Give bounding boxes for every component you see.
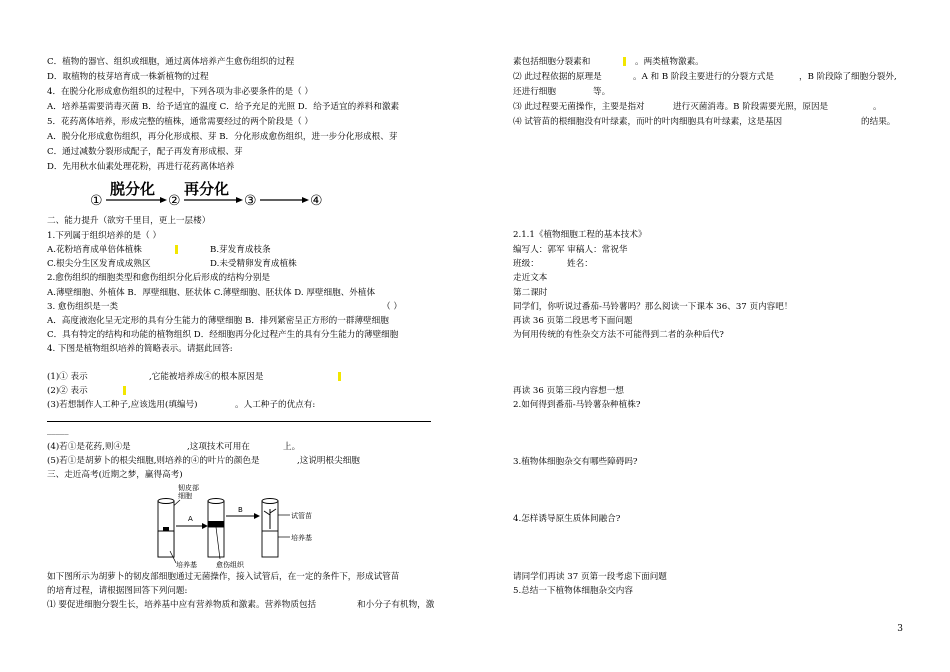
text-line: ⑶ 此过程要无菌操作，主要是指对 xyxy=(513,102,645,112)
text-line: 走近文本 xyxy=(513,273,548,283)
tissue-culture-diagram xyxy=(150,481,340,569)
question: ,这项技术可用在 xyxy=(187,442,250,452)
label-seedling: 试管苗 xyxy=(291,512,312,520)
lesson-title: 2.1.1《植物细胞工程的基本技术》 xyxy=(513,230,647,240)
answer-line xyxy=(47,421,431,422)
option: D.未受精卵发育成植株 xyxy=(210,259,297,269)
text-line: 4．在脱分化形成愈伤组织的过程中，下列各项为非必要条件的是（ ） xyxy=(47,87,314,97)
question: 。人工种子的优点有: xyxy=(235,400,316,410)
question: 5.总结一下植物体细胞杂交内容 xyxy=(513,586,633,596)
text-line: 的结果。 xyxy=(861,117,896,127)
question: 2.如何得到番茄-马铃薯杂种植株? xyxy=(513,400,641,410)
flow-node-2: ② xyxy=(168,193,181,209)
flow-node-4: ④ xyxy=(310,193,323,209)
text-line: 第二课时 xyxy=(513,288,548,298)
flow-step-1: 脱分化 xyxy=(110,180,156,198)
text-line: 。 xyxy=(873,102,882,112)
text-line: ⑷ 试管苗的根细胞没有叶绿素，而叶的叶肉细胞具有叶绿素，这是基因 xyxy=(513,117,783,127)
text-line: 进行灭菌消毒。B 阶段需要光照，原因是 xyxy=(673,102,829,112)
section-heading: 二、能力提升（欲穷千里目，更上一层楼） xyxy=(47,216,211,226)
text-line: 和小分子有机物，激 xyxy=(357,600,435,610)
text-line: 素包括细胞分裂素和 xyxy=(513,57,591,67)
label-callus: 愈伤组织 xyxy=(216,561,244,569)
question: ,它能被培养成④的根本原因是 xyxy=(149,372,264,382)
text-line: D．先用秋水仙素处理花粉，再进行花药离体培养 xyxy=(47,162,235,172)
text-line: 再读 36 页第三段内容想一想 xyxy=(513,386,624,396)
question: 1.下列属于组织培养的是（ ） xyxy=(47,231,162,241)
flow-node-1: ① xyxy=(90,193,103,209)
text-line: 如下图所示为胡萝卜的韧皮部细胞通过无菌操作，接入试管后，在一定的条件下，形成试管苗 xyxy=(47,572,400,582)
question: (1)① 表示 xyxy=(47,372,88,382)
section-heading: 三、走近高考(近期之梦，赢得高考) xyxy=(47,470,183,480)
question: 3. 愈伤组织是一类 xyxy=(47,302,119,312)
highlight-mark xyxy=(337,370,342,385)
flow-diagram xyxy=(88,178,338,210)
text-line: D．取植物的枝芽培育成一株新植物的过程 xyxy=(47,72,209,82)
question: (3)若想制作人工种子,应该选用(填编号) xyxy=(47,400,198,410)
option: C．具有特定的结构和功能的植物组织 D．经细胞再分化过程产生的具有分生能力的薄壁细胞 xyxy=(47,330,399,340)
text-line: 的培育过程，请根据图回答下列问题: xyxy=(47,586,188,596)
label-B: B xyxy=(238,506,243,514)
label-phloem: 韧皮部 xyxy=(178,484,199,492)
question: 为何用传统的有性杂交方法不可能得到二者的杂种后代? xyxy=(513,330,724,340)
option: A.薄壁细胞、外植体 B．厚壁细胞、胚状体 C.薄壁细胞、胚状体 D. 厚壁细胞、外植体 xyxy=(47,288,376,298)
label-medium-right: 培养基 xyxy=(291,534,312,542)
question: ,这说明根尖细胞 xyxy=(297,456,360,466)
option: B.芽发育成枝条 xyxy=(210,245,271,255)
label-medium: 培养基 xyxy=(176,561,197,569)
question: 2.愈伤组织的细胞类型和愈伤组织分化后形成的结构分别是 xyxy=(47,273,271,283)
text-line: C．植物的器官、组织或细胞，通过离体培养产生愈伤组织的过程 xyxy=(47,57,295,67)
text-line: 。两类植物激素。 xyxy=(635,57,704,67)
page-number: 3 xyxy=(897,624,903,634)
authors: 编写人：郭军 审稿人：常祝华 xyxy=(513,245,628,255)
answer-paren: （ ） xyxy=(382,302,402,312)
highlight-mark xyxy=(622,55,627,70)
text-line: ，B 阶段除了细胞分裂外, xyxy=(799,72,897,82)
blank: _____ xyxy=(47,426,69,436)
option: A．高度液泡化呈无定形的具有分生能力的薄壁细胞 B．排列紧密呈正方形的一群薄壁细胞 xyxy=(47,316,389,326)
question: 上。 xyxy=(283,442,301,452)
text-line: ⑴ 要促进细胞分裂生长，培养基中应有营养物质和激素。营养物质包括 xyxy=(47,600,317,610)
question: (4)若①是花药,则④是 xyxy=(47,442,131,452)
highlight-mark xyxy=(122,384,127,399)
text-line: 。A 和 B 阶段主要进行的分裂方式是 xyxy=(633,72,775,82)
text-line: ⑵ 此过程依据的原理是 xyxy=(513,72,602,82)
text-line: 同学们，你听说过番茄-马铃薯吗？那么阅读一下课本 36、37 页内容吧！ xyxy=(513,302,793,312)
text-line: 等。 xyxy=(593,87,611,97)
option: C.根尖分生区发育成成熟区 xyxy=(47,259,151,269)
text-line: 再读 36 页第二段思考下面问题 xyxy=(513,316,633,326)
text-line: A．培养基需要消毒灭菌 B．给予适宜的温度 C．给予充足的光照 D．给予适宜的养料和激素 xyxy=(47,102,400,112)
class-field-label: 班级： xyxy=(513,259,539,269)
name-field-label: 姓名： xyxy=(567,259,593,269)
question: 4. 下图是植物组织培养的简略表示。请据此回答: xyxy=(47,344,233,354)
text-line: 还进行细胞 xyxy=(513,87,556,97)
label-A: A xyxy=(188,515,193,523)
text-line: 5．花药离体培养，形成完整的植株，通常需要经过的两个阶段是（ ） xyxy=(47,117,314,127)
text-line: A．脱分化形成愈伤组织，再分化形成根、芽 B．分化形成愈伤组织，进一步分化形成根、芽 xyxy=(47,132,398,142)
text-line: 请同学们再读 37 页第一段考虑下面问题 xyxy=(513,572,667,582)
option: A.花粉培育成单倍体植株 xyxy=(47,243,179,258)
question: (5)若①是胡萝卜的根尖细胞,则培养的④的叶片的颜色是 xyxy=(47,456,260,466)
text-line: C．通过减数分裂形成配子，配子再发育形成根、芽 xyxy=(47,147,243,157)
question: 3.植物体细胞杂交有哪些障碍吗? xyxy=(513,457,638,467)
question: (2)② 表示 xyxy=(47,386,88,396)
label-cell: 细胞 xyxy=(178,492,192,500)
flow-step-2: 再分化 xyxy=(184,180,230,198)
question: 4.怎样诱导原生质体间融合? xyxy=(513,514,621,524)
flow-node-3: ③ xyxy=(244,193,257,209)
